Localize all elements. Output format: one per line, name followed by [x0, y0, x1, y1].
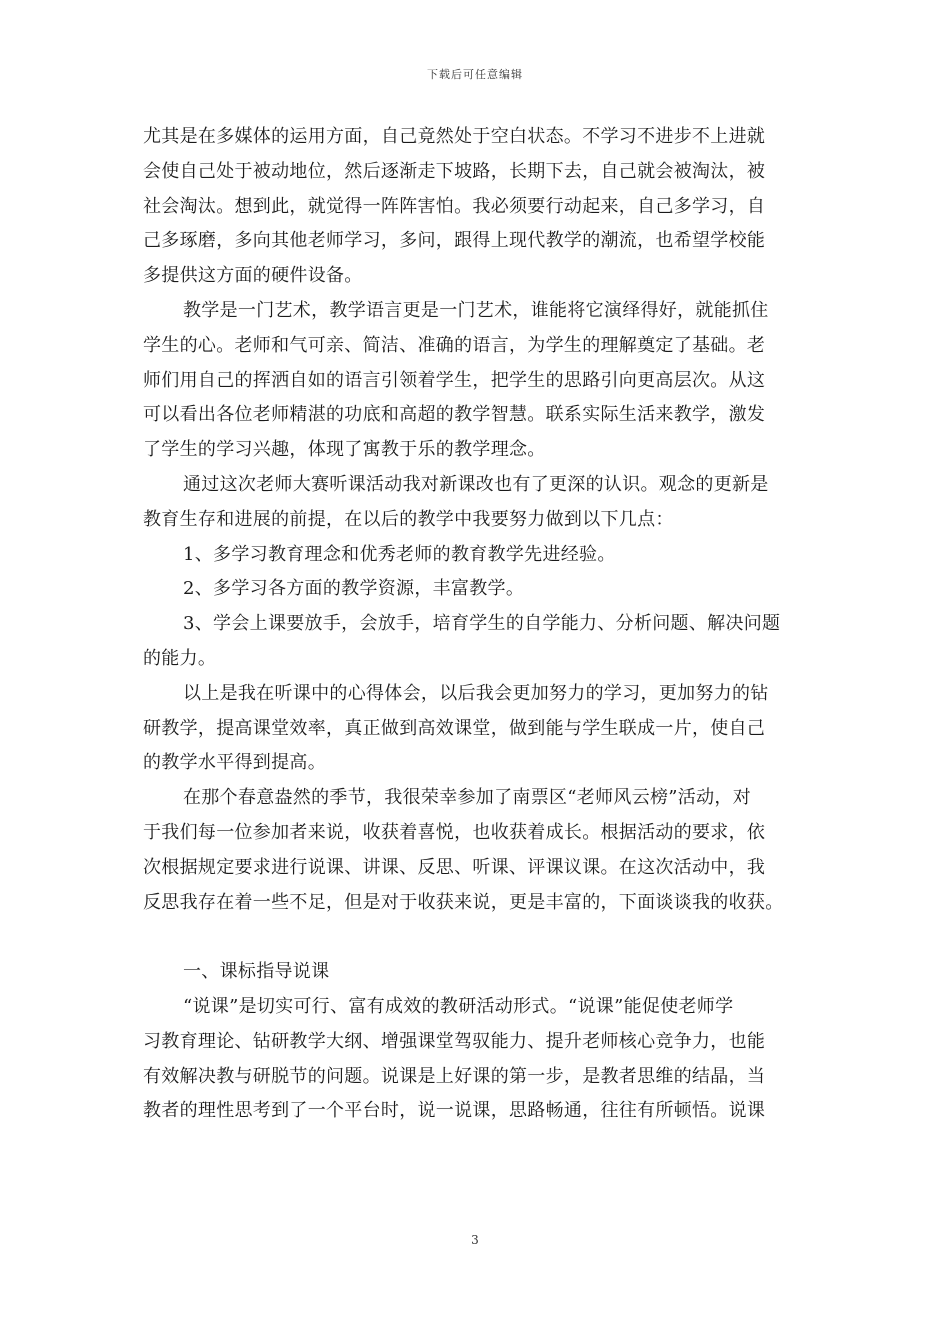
list-item: 2、多学习各方面的教学资源，丰富教学。	[183, 578, 525, 600]
text-line: 的教学水平得到提高。	[143, 752, 326, 774]
text-line: 师们用自己的挥洒自如的语言引领着学生，把学生的思路引向更高层次。从这	[143, 369, 766, 391]
text-line: 会使自己处于被动地位，然后逐渐走下坡路，长期下去，自己就会被淘汰，被	[143, 160, 766, 182]
document-body	[143, 120, 809, 1129]
page-number: 3	[471, 1233, 479, 1247]
paragraph-start-line: 教学是一门艺术，教学语言更是一门艺术，谁能将它演绎得好，就能抓住	[183, 299, 769, 321]
text-line: 多提供这方面的硬件设备。	[143, 265, 363, 287]
blank-line	[143, 920, 809, 955]
page-header: 下载后可任意编辑	[427, 68, 523, 81]
paragraph-start-line: “说课”是切实可行、富有成效的教研活动形式。“说课”能促使老师学	[183, 995, 734, 1017]
text-line: 教育生存和进展的前提，在以后的教学中我要努力做到以下几点：	[143, 508, 674, 530]
list-item: 3、学会上课要放手，会放手，培育学生的自学能力、分析问题、解决问题	[183, 613, 781, 635]
paragraph-start-line: 以上是我在听课中的心得体会，以后我会更加努力的学习，更加努力的钻	[183, 682, 769, 704]
section-heading: 一、课标指导说课	[183, 961, 330, 983]
text-line: 有效解决教与研脱节的问题。说课是上好课的第一步，是教者思维的结晶，当	[143, 1065, 766, 1087]
text-line: 了学生的学习兴趣，体现了寓教于乐的教学理念。	[143, 439, 546, 461]
text-line: 的能力。	[143, 647, 217, 669]
text-line: 学生的心。老师和气可亲、简洁、准确的语言，为学生的理解奠定了基础。老	[143, 334, 766, 356]
text-line: 反思我存在着一些不足，但是对于收获来说，更是丰富的，下面谈谈我的收获。	[143, 891, 784, 913]
text-line: 于我们每一位参加者来说，收获着喜悦，也收获着成长。根据活动的要求，依	[143, 821, 766, 843]
text-line: 尤其是在多媒体的运用方面，自己竟然处于空白状态。不学习不进步不上进就	[143, 126, 766, 147]
paragraph-start-line: 在那个春意盎然的季节，我很荣幸参加了南票区“老师风云榜”活动，对	[183, 787, 752, 809]
text-line: 习教育理论、钻研教学大纲、增强课堂驾驭能力、提升老师核心竞争力，也能	[143, 1030, 766, 1052]
text-line: 己多琢磨，多向其他老师学习，多问，跟得上现代教学的潮流，也希望学校能	[143, 230, 766, 252]
paragraph-start-line: 通过这次老师大赛听课活动我对新课改也有了更深的认识。观念的更新是	[183, 473, 769, 495]
list-item: 1、多学习教育理念和优秀老师的教育教学先进经验。	[183, 543, 616, 565]
text-line: 研教学，提高课堂效率，真正做到高效课堂，做到能与学生联成一片，使自己	[143, 717, 766, 739]
text-line: 可以看出各位老师精湛的功底和高超的教学智慧。联系实际生活来教学，激发	[143, 404, 766, 426]
text-line: 社会淘汰。想到此，就觉得一阵阵害怕。我必须要行动起来，自己多学习，自	[143, 195, 766, 217]
text-line: 次根据规定要求进行说课、讲课、反思、听课、评课议课。在这次活动中，我	[143, 856, 766, 878]
text-line: 教者的理性思考到了一个平台时，说一说课，思路畅通，往往有所顿悟。说课	[143, 1100, 766, 1122]
